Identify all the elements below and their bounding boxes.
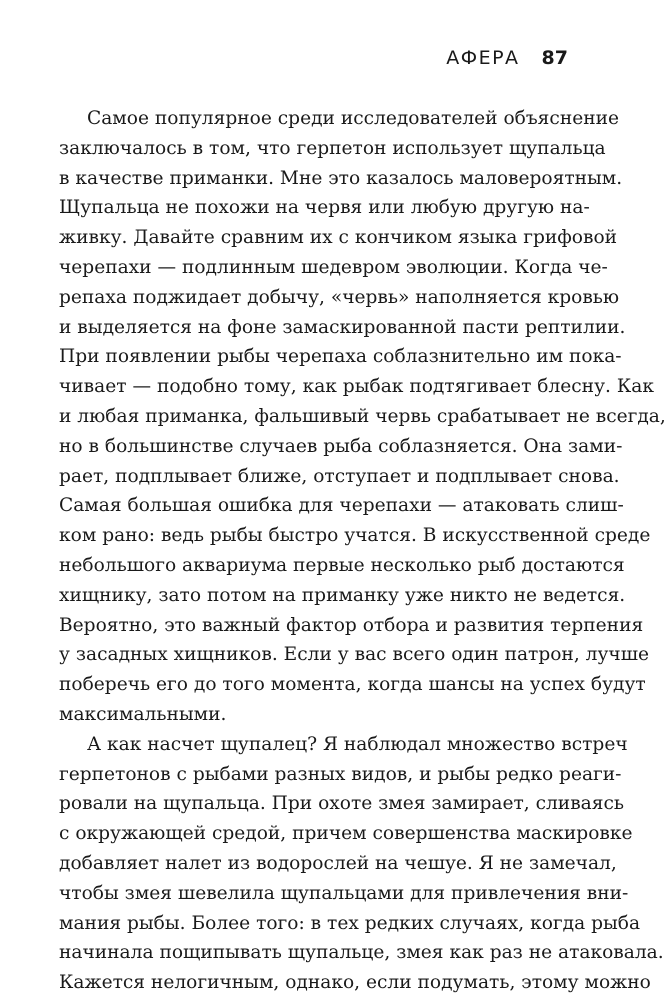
text-line: живку. Давайте сравним их с кончиком языка грифовой	[59, 227, 618, 249]
text-line: поберечь его до того момента, когда шансы на успех будут	[59, 674, 646, 696]
text-line: Кажется нелогичным, однако, если подумать, этому можно	[59, 972, 651, 994]
chapter-title: АФЕРА	[446, 47, 520, 69]
text-line: Самое популярное среди исследователей объяснение	[87, 108, 620, 129]
text-line: Щупальца не похожи на червя или любую другую на-	[59, 197, 590, 219]
text-line: и любая приманка, фальшивый червь срабатывает не всегда,	[59, 405, 666, 427]
text-line: При появлении рыбы черепаха соблазнительно им пока-	[59, 346, 622, 368]
text-line: мания рыбы. Более того: в тех редких случаях, когда рыба	[59, 912, 641, 934]
text-line: заключалось в том, что герпетон использует щупальца	[59, 137, 606, 159]
text-line: небольшого аквариума первые несколько рыб достаются	[59, 554, 625, 576]
text-line: и выделяется на фоне замаскированной пасти рептилии.	[59, 316, 626, 338]
text-line: максимальными.	[59, 703, 227, 725]
page-number: 87	[541, 47, 568, 69]
text-line: репаха поджидает добычу, «червь» наполняется кровью	[59, 286, 620, 308]
text-line: в качестве приманки. Мне это казалось маловероятным.	[59, 167, 623, 189]
text-line: ровали на щупальца. При охоте змея замирает, сливаясь	[59, 793, 625, 815]
text-line: у засадных хищников. Если у вас всего один патрон, лучше	[59, 644, 649, 666]
text-line: добавляет налет из водорослей на чешуе. Я не замечал,	[59, 852, 617, 874]
text-line: начинала пощипывать щупальце, змея как раз не атаковала.	[59, 942, 664, 964]
text-line: чивает — подобно тому, как рыбак подтягивает блесну. Как	[59, 376, 654, 398]
text-line: рает, подплывает ближе, отступает и подплывает снова.	[59, 465, 620, 487]
text-line: герпетонов с рыбами разных видов, и рыбы редко реаги-	[59, 763, 622, 785]
text-line: но в большинстве случаев рыба соблазняется. Она зами-	[59, 435, 623, 457]
paragraph	[59, 104, 666, 730]
body-text	[59, 104, 666, 998]
running-header	[446, 47, 568, 73]
text-line: ком рано: ведь рыбы быстро учатся. В искусственной среде	[59, 525, 651, 547]
text-line: с окружающей средой, причем совершенства маскировке	[59, 823, 633, 845]
text-line: чтобы змея шевелила щупальцами для привлечения вни-	[59, 882, 629, 904]
text-line: хищнику, зато потом на приманку уже никто не ведется.	[59, 584, 626, 606]
paragraph	[59, 730, 664, 998]
text-line: А как насчет щупалец? Я наблюдал множество встреч	[87, 733, 628, 755]
text-line: Самая большая ошибка для черепахи — атаковать слиш-	[59, 495, 624, 517]
text-line: черепахи — подлинным шедевром эволюции. Когда че-	[59, 256, 608, 278]
text-line: Вероятно, это важный фактор отбора и развития терпения	[59, 614, 644, 636]
